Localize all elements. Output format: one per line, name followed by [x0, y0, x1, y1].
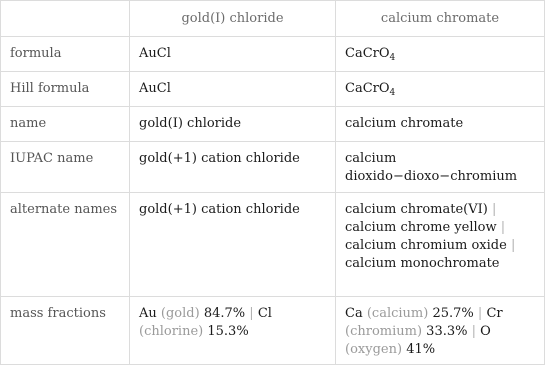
element-percent: 15.3%: [207, 324, 249, 339]
alt-name: calcium chrome yellow: [345, 220, 497, 235]
iupac-line-2: dioxido−dioxo−chromium: [345, 169, 518, 184]
element-name: (chlorine): [139, 324, 204, 339]
iupac-line-1: calcium: [345, 151, 397, 166]
formula-calcium-chromate: [336, 37, 545, 72]
corner-cell: [1, 1, 130, 37]
mass-calcium-chromate: [336, 297, 545, 365]
alt-calcium-chromate: [336, 193, 545, 297]
element-name: (chromium): [345, 324, 423, 339]
mass-gold-chloride: [130, 297, 336, 365]
row-label-alternate-names: alternate names: [1, 193, 130, 297]
element-symbol: Ca: [345, 306, 363, 321]
element-symbol: O: [480, 324, 491, 339]
hill-gold-chloride: AuCl: [130, 72, 336, 107]
row-label-formula: formula: [1, 37, 130, 72]
alt-name: calcium monochromate: [345, 256, 500, 271]
alt-name: calcium chromate(VI): [345, 202, 488, 217]
element-percent: 84.7%: [203, 306, 246, 321]
separator: |: [491, 202, 497, 217]
element-name: (calcium): [366, 306, 429, 321]
hill-main: CaCrO: [345, 81, 390, 96]
separator: |: [500, 220, 506, 235]
separator: |: [510, 238, 516, 253]
iupac-gold-chloride: gold(+1) cation chloride: [130, 142, 336, 193]
element-symbol: Cl: [257, 306, 272, 321]
formula-subscript: 4: [389, 53, 396, 63]
element-percent: 41%: [406, 342, 436, 357]
table-row: [1, 297, 545, 365]
formula-gold-chloride: AuCl: [130, 37, 336, 72]
table-row: [1, 193, 545, 297]
header-calcium-chromate: calcium chromate: [336, 1, 545, 37]
alt-name: calcium chromium oxide: [345, 238, 507, 253]
element-percent: 25.7%: [432, 306, 474, 321]
row-label-hill-formula: Hill formula: [1, 72, 130, 107]
row-label-name: name: [1, 107, 130, 142]
element-percent: 33.3%: [426, 324, 468, 339]
hill-subscript: 4: [389, 88, 396, 98]
name-calcium-chromate: calcium chromate: [336, 107, 545, 142]
alt-gold-chloride: gold(+1) cation chloride: [130, 193, 336, 297]
name-gold-chloride: gold(I) chloride: [130, 107, 336, 142]
element-symbol: Cr: [486, 306, 503, 321]
header-row: [1, 1, 545, 37]
row-label-iupac: IUPAC name: [1, 142, 130, 193]
table-row: [1, 142, 545, 193]
separator: |: [477, 306, 483, 321]
table-row: [1, 72, 545, 107]
row-label-mass-fractions: mass fractions: [1, 297, 130, 365]
iupac-calcium-chromate: [336, 142, 545, 193]
separator: |: [471, 324, 477, 339]
separator: |: [249, 306, 254, 321]
hill-calcium-chromate: [336, 72, 545, 107]
header-gold-chloride: gold(I) chloride: [130, 1, 336, 37]
table-row: [1, 37, 545, 72]
element-name: (oxygen): [345, 342, 403, 357]
element-symbol: Au: [139, 306, 157, 321]
formula-main: CaCrO: [345, 46, 390, 61]
table-row: [1, 107, 545, 142]
element-name: (gold): [160, 306, 200, 321]
